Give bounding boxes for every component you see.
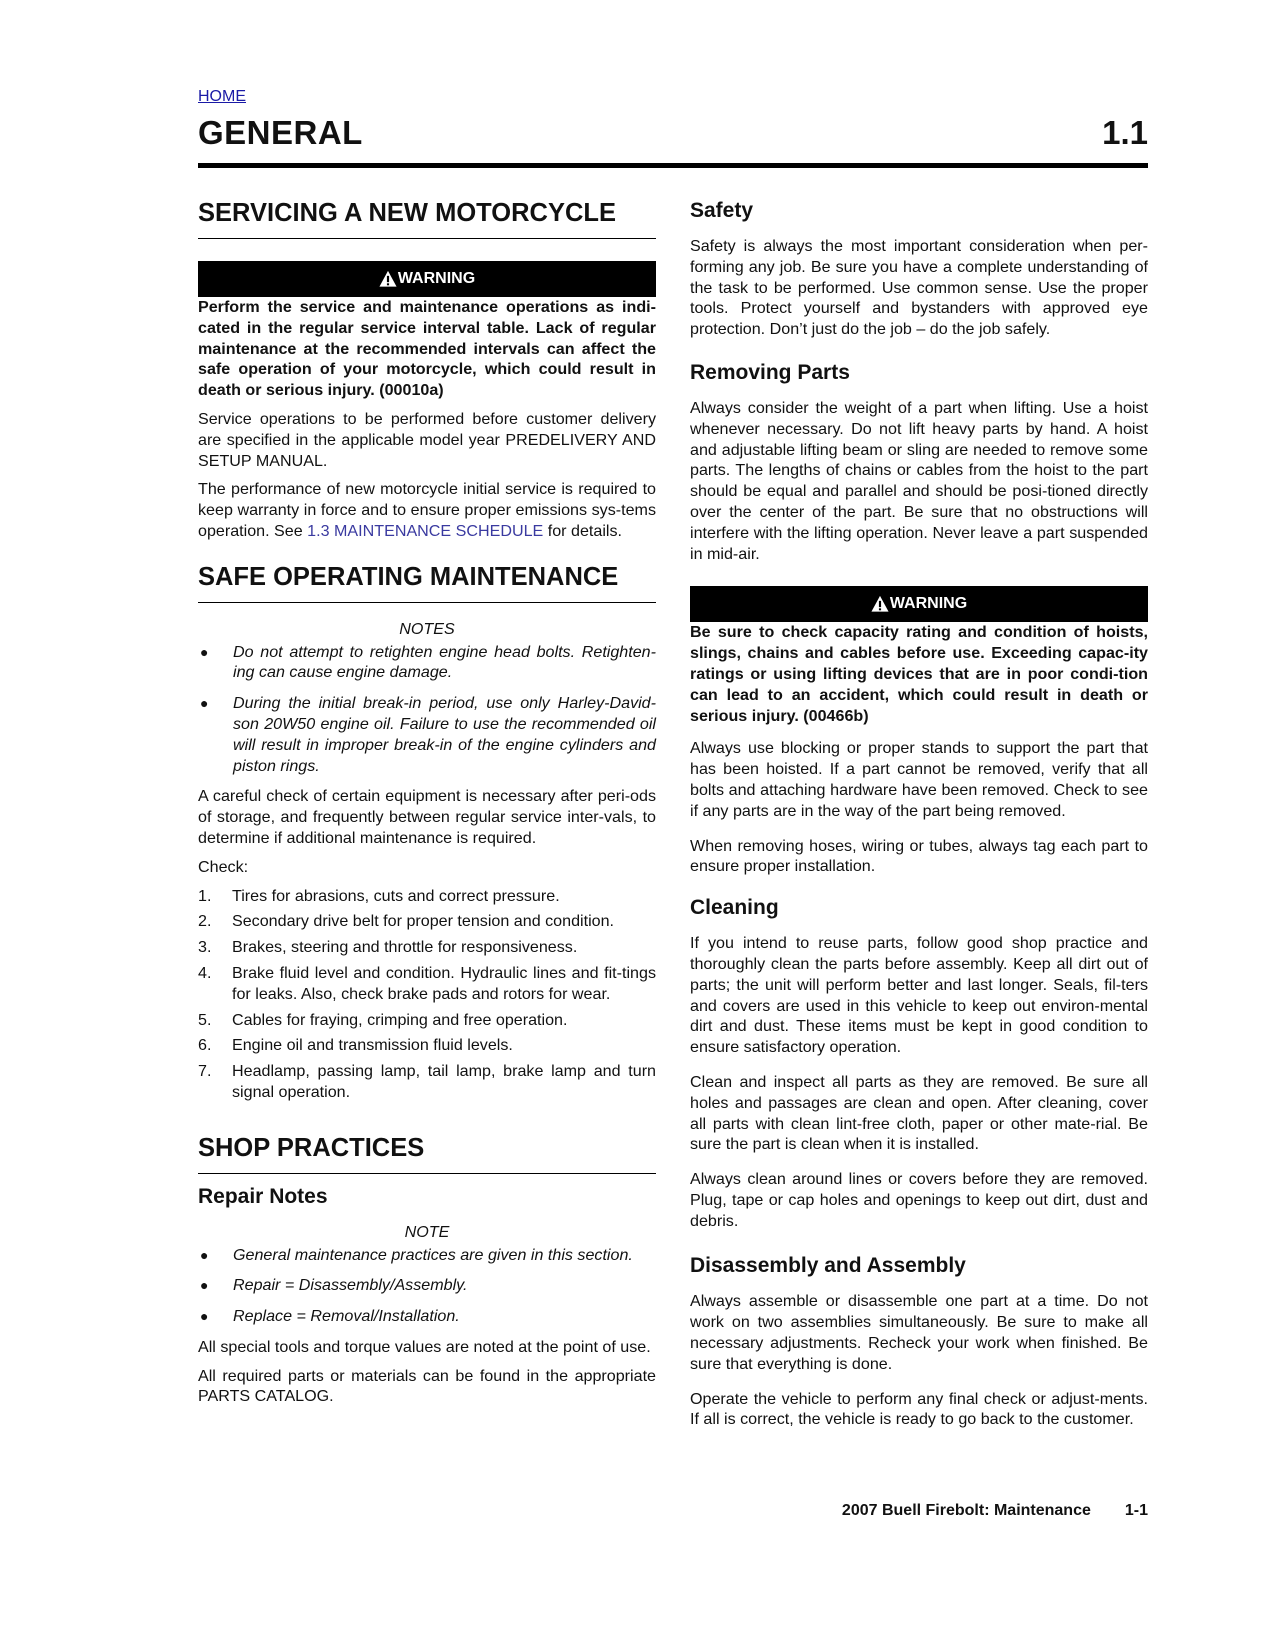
warning-triangle-icon: [871, 595, 889, 613]
notes-label: NOTES: [399, 619, 455, 638]
list-item: 6. Engine oil and transmission fluid levels.: [198, 1036, 513, 1055]
removing-para-3: When removing hoses, wiring or tubes, always tag each part to ensure proper installation.: [690, 836, 1148, 876]
list-item: ● Do not attempt to retighten engine head bolts. Retighten-ing can cause engine damage.: [200, 642, 656, 682]
safety-heading: Safety: [690, 199, 754, 222]
cleaning-heading: Cleaning: [690, 896, 779, 920]
removing-parts-heading: Removing Parts: [690, 360, 850, 384]
list-item: ● Replace = Removal/Installation.: [200, 1307, 460, 1326]
check-label: Check:: [198, 857, 249, 876]
servicing-para-2-tail: for details.: [543, 521, 622, 540]
maintenance-schedule-link[interactable]: 1.3 MAINTENANCE SCHEDULE: [307, 521, 544, 540]
home-link[interactable]: HOME: [198, 88, 246, 105]
cleaning-para-1: If you intend to reuse parts, follow good shop practice and thoroughly clean the parts before assembly. Keep all dirt out of parts; the unit will perform better and last longer. Seals, fil-ters and covers are used in this vehicle to keep out environ-mental dirt and dust. These items must be kept in good condition to ensure satisfactory operation.: [690, 934, 1148, 1057]
right-column: [690, 198, 1148, 1438]
shop-practices-para-1: All special tools and torque values are noted at the point of use.: [198, 1337, 651, 1356]
page-footer: [842, 1502, 1148, 1520]
servicing-para-2-text: The performance of new motorcycle initial service is required to keep warranty in force and to ensure proper emissions sys-tems operation. See: [198, 480, 656, 540]
disassembly-heading: Disassembly and Assembly: [690, 1254, 966, 1278]
warning-text: Be sure to check capacity rating and condition of hoists, slings, chains and cables before use. Exceeding capac-ity ratings or using lifting devices that are in poor condi-tion can lead to an accident, which could result in death or serious injury. (00466b): [690, 623, 1148, 725]
warning-triangle-icon: [379, 270, 397, 288]
safe-operating-notes: [198, 642, 656, 777]
shop-practices-para-2: All required parts or materials can be found in the appropriate PARTS CATALOG.: [198, 1366, 656, 1406]
left-column: [198, 198, 656, 1415]
note-label: NOTE: [404, 1222, 450, 1241]
list-item: 5. Cables for fraying, crimping and free operation.: [198, 1010, 568, 1029]
warning-label: WARNING: [397, 269, 476, 287]
cleaning-para-2: Clean and inspect all parts as they are removed. Be sure all holes and passages are clean and open. After cleaning, cover all parts with clean lint-free cloth, paper or other mate-rial. Be sure the part is clean when it is installed.: [690, 1072, 1148, 1154]
page-title: GENERAL: [198, 114, 363, 151]
title-rule: [198, 163, 1148, 168]
section-number: 1.1: [1102, 114, 1148, 151]
list-item: 7. Headlamp, passing lamp, tail lamp, brake lamp and turn signal operation.: [198, 1062, 656, 1101]
shop-practices-heading: SHOP PRACTICES: [198, 1133, 656, 1174]
list-item: 1. Tires for abrasions, cuts and correct pressure.: [198, 886, 560, 905]
warning-bar: [690, 586, 1148, 622]
servicing-para-2: [198, 479, 656, 541]
list-item: ● Repair = Disassembly/Assembly.: [200, 1276, 468, 1295]
list-item: ● During the initial break-in period, use only Harley-David-son 20W50 engine oil. Failure to use the recommended oil will result in improper break-in of the engine cylinders and piston rings.: [200, 694, 656, 775]
check-list: [198, 886, 656, 1103]
repair-notes-list: [198, 1245, 656, 1327]
warning-text: Perform the service and maintenance operations as indi-cated in the regular service interval table. Lack of regular maintenance at the recommended intervals can affect the safe operation of your motorcycle, which could result in death or serious injury. (00010a): [198, 298, 656, 400]
cleaning-para-3: Always clean around lines or covers before they are removed. Plug, tape or cap holes and openings to keep out dirt, dust and debris.: [690, 1170, 1148, 1230]
disassembly-para-2: Operate the vehicle to perform any final check or adjust-ments. If all is correct, the vehicle is ready to go back to the customer.: [690, 1389, 1148, 1429]
removing-para-1: Always consider the weight of a part when lifting. Use a hoist whenever necessary. Do not lift heavy parts by hand. A hoist and adjustable lifting beam or sling are needed to remove some parts. The lengths of chains or cables from the hoist to the part should be equal and parallel and should be posi-tioned directly over the center of the part. Be sure that no obstructions will interfere with the lifting operation. Never leave a part suspended in mid-air.: [690, 398, 1148, 563]
list-item: 3. Brakes, steering and throttle for responsiveness.: [198, 938, 578, 957]
safe-operating-para: A careful check of certain equipment is necessary after peri-ods of storage, and frequently between regular service inter-vals, to determine if additional maintenance is required.: [198, 787, 656, 847]
servicing-para-1: Service operations to be performed before customer delivery are specified in the applicable model year PREDELIVERY AND SETUP MANUAL.: [198, 409, 656, 470]
removing-para-2: Always use blocking or proper stands to support the part that has been hoisted. If a part cannot be removed, verify that all bolts and attaching hardware have been removed. Check to see if any parts are in the way of the part being removed.: [690, 739, 1148, 820]
disassembly-para-1: Always assemble or disassemble one part at a time. Do not work on two assemblies simultaneously. Be sure to make all necessary adjustments. Recheck your work when finished. Be sure that everything is done.: [690, 1292, 1148, 1373]
footer-book-title: 2007 Buell Firebolt: Maintenance: [841, 1502, 1091, 1519]
servicing-heading: SERVICING A NEW MOTORCYCLE: [198, 198, 656, 239]
list-item: 4. Brake fluid level and condition. Hydraulic lines and fit-tings for leaks. Also, check brake pads and rotors for wear.: [198, 963, 656, 1003]
footer-page-number: 1-1: [1124, 1502, 1148, 1519]
warning-label: WARNING: [889, 594, 968, 612]
list-item: ● General maintenance practices are given in this section.: [200, 1245, 633, 1264]
safety-para: Safety is always the most important consideration when per-forming any job. Be sure you have a complete understanding of the task to be performed. Use common sense. Use the proper tools. Protect yourself and bystanders with approved eye protection. Don’t just do the job – do the job safely.: [690, 237, 1148, 339]
warning-bar: [198, 261, 656, 297]
list-item: 2. Secondary drive belt for proper tension and condition.: [198, 912, 615, 931]
safe-operating-heading: SAFE OPERATING MAINTENANCE: [198, 562, 656, 603]
repair-notes-heading: Repair Notes: [198, 1184, 328, 1208]
